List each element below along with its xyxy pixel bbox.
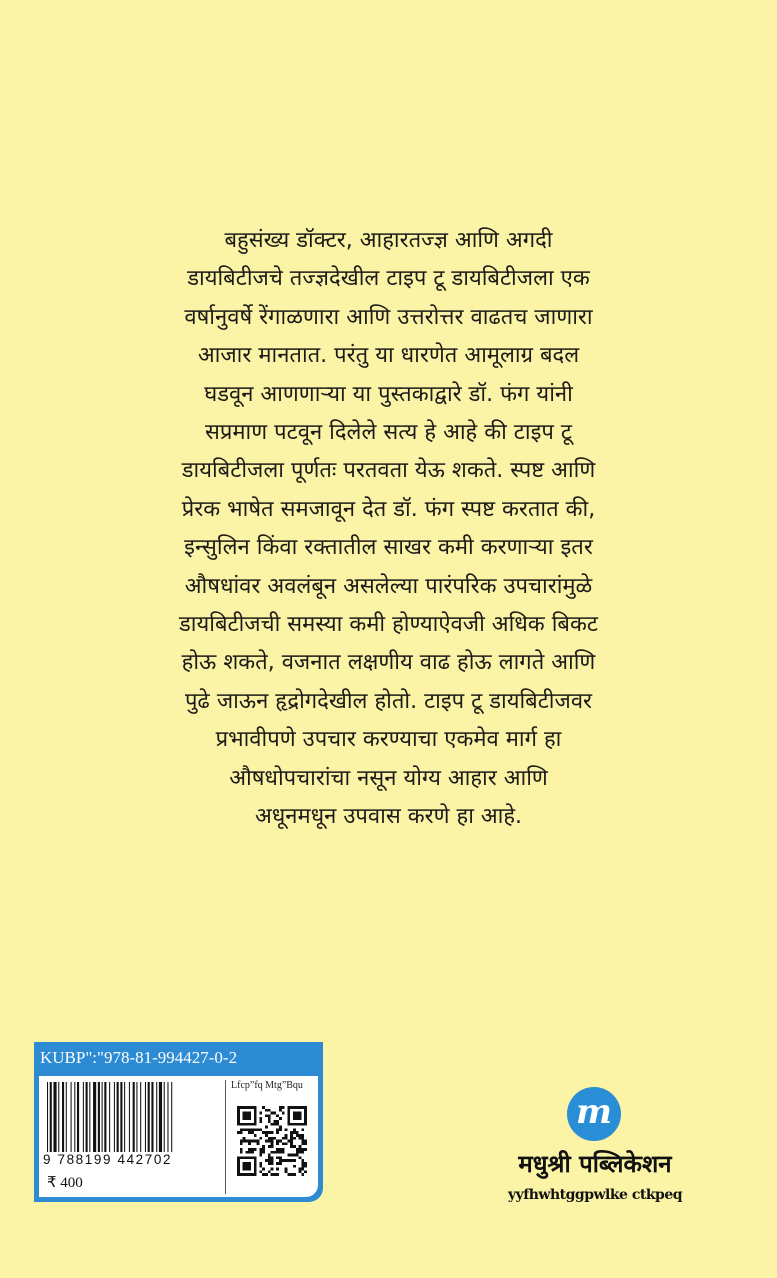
blurb-line: अधूनमधून उपवास करणे हा आहे. <box>254 804 523 830</box>
isbn-title: KUBP":"978-81-994427-0-2 <box>40 1048 238 1067</box>
barcode-number: 9 788199 442702 <box>43 1152 221 1167</box>
publisher-logo-letter: m <box>576 1092 612 1132</box>
blurb-line: बहुसंख्य डॉक्टर, आहारतज्ज्ञ आणि अगदी <box>224 228 553 253</box>
blurb-line: इन्सुलिन किंवा रक्तातील साखर कमी करणाऱ्या इतर <box>184 535 593 561</box>
blurb-line: सप्रमाण पटवून दिलेले सत्य हे आहे की टाइप टू <box>205 420 572 446</box>
qr-label: Lfcp”fq Mtg”Bqu <box>231 1080 303 1091</box>
blurb-line: वर्षानुवर्षे रेंगाळणारा आणि उत्तरोत्तर वाढतच जाणारा <box>184 304 593 330</box>
qr-code-icon <box>237 1106 307 1176</box>
publisher-logo-icon <box>567 1087 621 1141</box>
blurb-line: डायबिटीजचे तज्ज्ञदेखील टाइप टू डायबिटीजला एक <box>187 266 590 292</box>
blurb-line: डायबिटीजला पूर्णतः परतवता येऊ शकते. स्पष्ट आणि <box>181 458 596 484</box>
blurb-line: घडवून आणणाऱ्या या पुस्तकाद्वारे डॉ. फंग यांनी <box>204 381 573 407</box>
blurb-line: प्रेरक भाषेत समजावून देत डॉ. फंग स्पष्ट करतात की, <box>181 496 596 522</box>
blurb-line: डायबिटीजची समस्या कमी होण्याऐवजी अधिक बिकट <box>179 612 598 638</box>
back-cover-blurb <box>100 222 677 837</box>
publisher-name: मधुश्री पब्लिकेशन <box>518 1150 672 1178</box>
blurb-line: औषधांवर अवलंबून असलेल्या पारंपरिक उपचारांमुळे <box>184 573 593 599</box>
isbn-divider <box>225 1080 226 1194</box>
publisher-website: yyfhwhtggpwlke ctkpeq <box>507 1187 683 1203</box>
price: ₹ 400 <box>47 1175 83 1191</box>
blurb-line: प्रभावीपणे उपचार करण्याचा एकमेव मार्ग हा <box>215 727 562 753</box>
blurb-line: होऊ शकते, वजनात लक्षणीय वाढ होऊ लागते आणि <box>181 650 596 676</box>
blurb-line: आजार मानतात. परंतु या धारणेत आमूलाग्र बदल <box>197 343 580 369</box>
blurb-line: पुढे जाऊन हृद्रोगदेखील होतो. टाइप टू डायबिटीजवर <box>184 688 593 714</box>
isbn-inner-panel <box>39 1076 318 1197</box>
isbn-panel <box>34 1042 323 1202</box>
blurb-line: औषधोपचारांचा नसून योग्य आहार आणि <box>229 765 548 791</box>
